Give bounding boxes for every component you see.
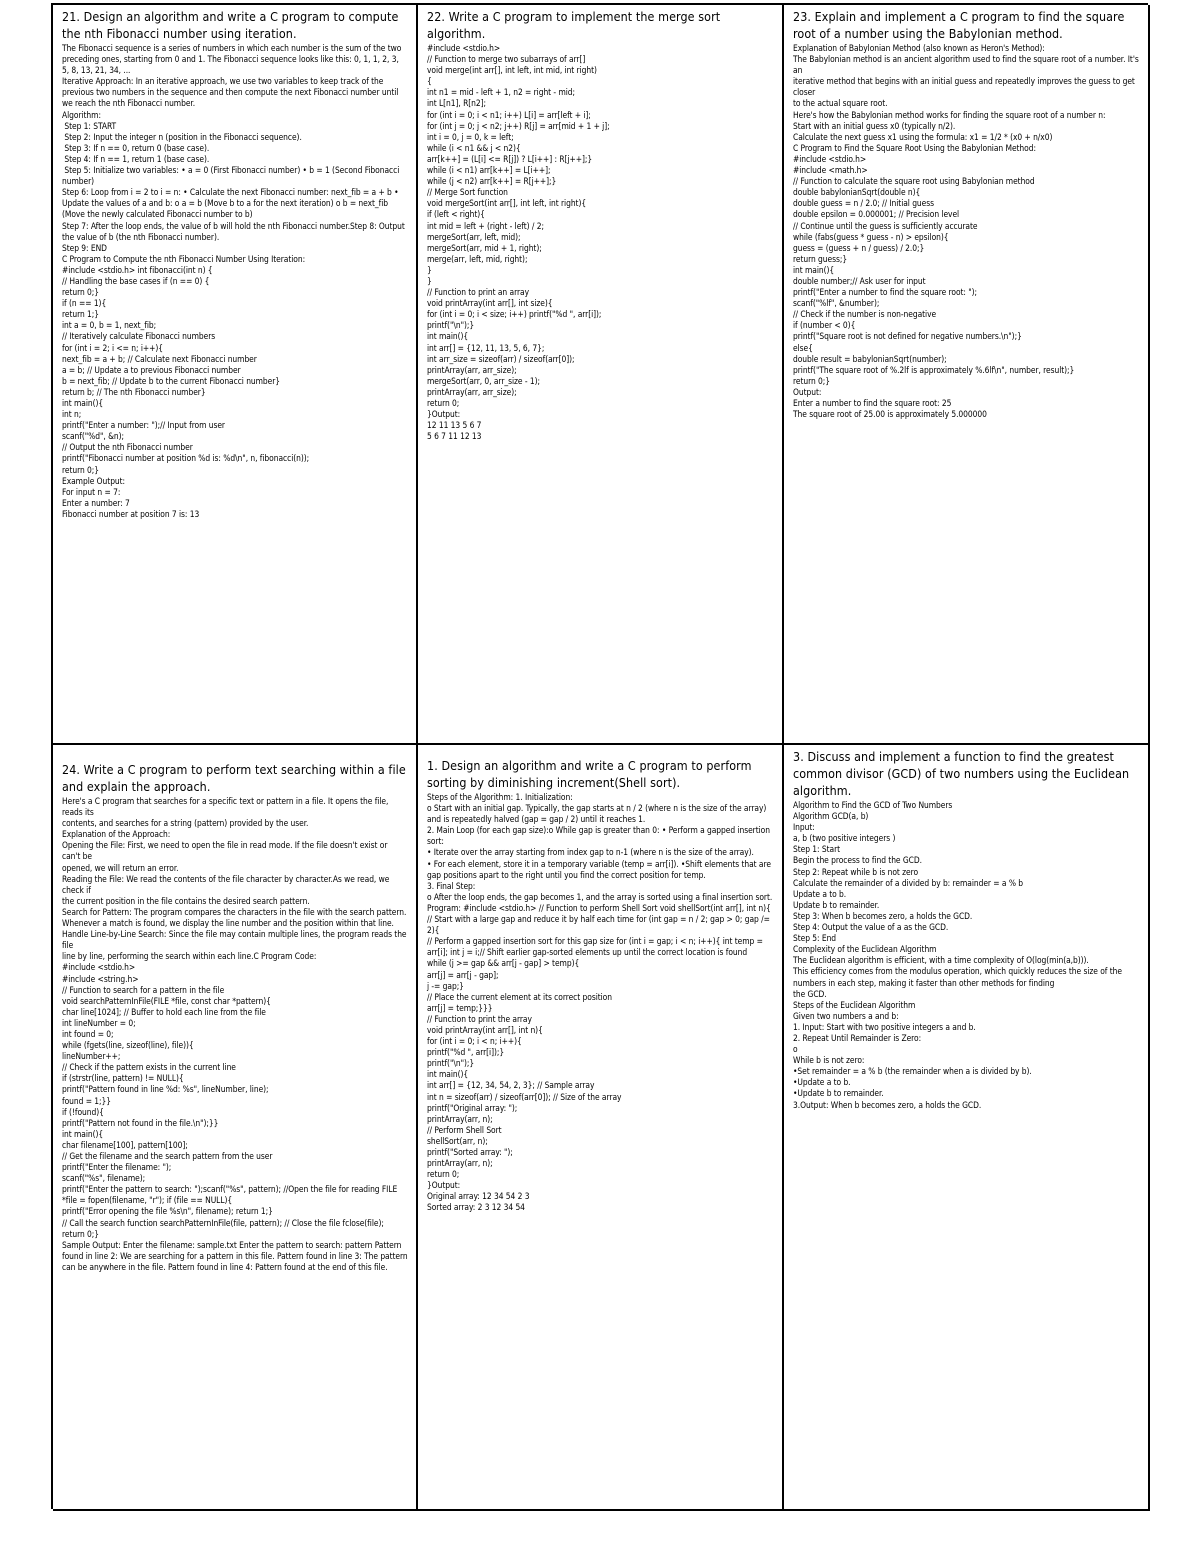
text-line: Step 3: When b becomes zero, a holds the GCD. [793, 910, 973, 921]
text-line: if (strstr(line, pattern) != NULL){ [62, 1073, 184, 1084]
cell-question-22 [418, 5, 784, 745]
text-line: if (number < 0){ [793, 320, 856, 331]
text-line: #include <string.h> [62, 973, 139, 984]
text-line: // Function to search for a pattern in the file [62, 984, 225, 995]
text-line: for (int i = 0; i < n; i++){ [427, 1036, 522, 1047]
text-line: while (j < n2) arr[k++] = R[j++];} [427, 176, 557, 187]
text-line: printArray(arr, n); [427, 1158, 493, 1169]
text-line: 3. Final Step: [427, 880, 476, 891]
text-line: int main(){ [427, 331, 469, 342]
text-line: Algorithm GCD(a, b) [793, 811, 869, 822]
text-line: double number;// Ask user for input [793, 275, 926, 286]
question-title: 22. Write a C program to implement the merge sort algorithm. [427, 9, 721, 41]
text-line: int a = 0, b = 1, next_fib; [62, 320, 157, 331]
text-line: Explanation of Babylonian Method (also known as Heron's Method): [793, 43, 1045, 53]
question-title: 24. Write a C program to perform text searching within a file and explain the approach. [62, 762, 406, 794]
text-line: Step 2: Repeat while b is not zero [793, 866, 919, 877]
text-line: While b is not zero: [793, 1055, 865, 1066]
text-line: // Perform a gapped insertion sort for this gap size for (int i = gap; i < n; i++){ int temp = arr[i]; int j = i;// Shift earlier gap-sorted elements up until the correct location is found [427, 936, 766, 958]
text-line: Complexity of the Euclidean Algorithm [793, 944, 937, 955]
text-line: void mergeSort(int arr[], int left, int right){ [427, 198, 587, 209]
cell-question-23 [784, 5, 1150, 745]
question-title: 21. Design an algorithm and write a C program to compute the nth Fibonacci number using iteration. [62, 9, 399, 41]
text-line: printf("Error opening the file %s\n", filename); return 1;} [62, 1206, 273, 1217]
text-line: // Function to calculate the square root using Babylonian method [793, 176, 1035, 187]
text-line: The Fibonacci sequence is a series of numbers in which each number is the sum of the two preceding ones, starting from 0 and 1. The Fibonacci sequence looks like this: 0, 1, 1, 2, 3, 5, 8, 13, 21, 34, ... [62, 43, 404, 76]
text-line: C Program to Find the Square Root Using the Babylonian Method: [793, 142, 1036, 153]
text-line: Original array: 12 34 54 2 3 [427, 1191, 530, 1202]
text-line: // Check if the pattern exists in the current line [62, 1062, 236, 1073]
text-line: // Function to print an array [427, 287, 529, 298]
text-line: // Get the filename and the search pattern from the user [62, 1151, 273, 1161]
question-body [62, 43, 408, 520]
text-line: printArray(arr, arr_size); [427, 364, 517, 375]
text-line: Algorithm to Find the GCD of Two Numbers [793, 800, 953, 810]
text-line: • Iterate over the array starting from index gap to n-1 (where n is the size of the array). [427, 847, 754, 858]
text-line: line by line, performing the search within each line.C Program Code: [62, 951, 317, 962]
text-line: a = b; // Update a to previous Fibonacci number [62, 364, 241, 375]
text-line: Handle Line-by-Line Search: Since the file may contain multiple lines, the program reads the file [62, 929, 409, 951]
text-line: Example Output: [62, 475, 126, 486]
text-line: merge(arr, left, mid, right); [427, 253, 528, 264]
text-line: Here's a C program that searches for a specific text or pattern in a file. It opens the file, reads its [62, 796, 391, 818]
text-line: lineNumber++; [62, 1051, 121, 1062]
text-line: int n1 = mid - left + 1, n2 = right - mid; [427, 87, 576, 98]
text-line: Opening the File: First, we need to open the file in read mode. If the file doesn't exist or can't be [62, 840, 390, 862]
text-line: for (int j = 0; j < n2; j++) R[j] = arr[mid + 1 + j]; [427, 120, 610, 131]
text-line: o After the loop ends, the gap becomes 1, and the array is sorted using a final insertion sort. [427, 891, 773, 902]
text-line: printArray(arr, n); [427, 1113, 493, 1124]
text-line: // Function to merge two subarrays of arr[] [427, 54, 586, 65]
question-title: 1. Design an algorithm and write a C program to perform sorting by diminishing increment(Shell sort). [427, 758, 752, 790]
text-line: return 0; [427, 398, 460, 408]
text-line: int arr_size = sizeof(arr) / sizeof(arr[0]); [427, 353, 575, 364]
text-line: return guess;} [793, 253, 848, 264]
text-line: contents, and searches for a string (pattern) provided by the user. [62, 818, 309, 829]
text-line: Calculate the next guess x1 using the formula: x1 = 1/2 * (x0 + n/x0) [793, 131, 1053, 142]
text-line: // Output the nth Fibonacci number [62, 442, 193, 453]
text-line: int n = sizeof(arr) / sizeof(arr[0]); // Size of the array [427, 1091, 622, 1102]
text-line: printArray(arr, arr_size); [427, 386, 517, 397]
text-line: This efficiency comes from the modulus operation, which quickly reduces the size of the numbers in each step, making it faster than other methods for finding [793, 966, 1125, 988]
text-line: printf("Square root is not defined for negative numbers.\n");} [793, 331, 1022, 342]
text-line: Start with an initial guess x0 (typically n/2). [793, 120, 956, 131]
text-line: b = next_fib; // Update b to the current Fibonacci number} [62, 375, 281, 386]
text-line: int main(){ [62, 398, 104, 408]
text-line: arr[j] = temp;}}} [427, 1002, 493, 1013]
text-line: // Function to print the array [427, 1013, 532, 1024]
text-line: Update a to b. [793, 888, 847, 899]
text-line: else{ [793, 342, 813, 353]
text-line: int L[n1], R[n2]; [427, 98, 487, 109]
question-title: 3. Discuss and implement a function to find the greatest common divisor (GCD) of two numbers using the Euclidean algorithm. [793, 749, 1130, 798]
text-line: Here's how the Babylonian method works for finding the square root of a number n: [793, 109, 1106, 120]
text-line: Step 6: Loop from i = 2 to i = n: • Calculate the next Fibonacci number: next_fib = a + b • Update the values of a and b: o a = b (Move b to a for the next iteration) o b = next_fib (Move the newly calculated Fibonacci number to b) [62, 187, 401, 220]
text-line: a, b (two positive integers ) [793, 833, 896, 844]
cell-question-3 [784, 745, 1150, 1511]
text-line: printf("Enter a number: ");// Input from user [62, 420, 225, 431]
text-line: scanf("%s", filename); [62, 1173, 146, 1184]
question-body [793, 800, 1140, 1111]
text-line: while (i < n1) arr[k++] = L[i++]; [427, 165, 551, 176]
text-line: // Start with a large gap and reduce it by half each time for (int gap = n / 2; gap > 0; gap /= 2){ [427, 914, 773, 936]
text-line: printf("Enter a number to find the square root: "); [793, 287, 978, 298]
text-line: next_fib = a + b; // Calculate next Fibonacci number [62, 353, 257, 364]
cell-question-1 [418, 745, 784, 1511]
text-line: #include <math.h> [793, 165, 868, 176]
text-line: Step 1: START [62, 120, 117, 131]
text-line: printf("The square root of %.2lf is approximately %.6lf\n", number, result);} [793, 364, 1075, 375]
text-line: return 0;} [793, 375, 831, 386]
text-line: Output: [793, 386, 822, 397]
text-line: mergeSort(arr, mid + 1, right); [427, 242, 542, 253]
text-line: for (int i = 0; i < size; i++) printf("%d ", arr[i]); [427, 309, 602, 320]
question-body [427, 43, 774, 442]
text-line: }Output: [427, 1180, 461, 1191]
text-line: •Update b to remainder. [793, 1088, 884, 1099]
text-line: void searchPatternInFile(FILE *file, const char *pattern){ [62, 995, 271, 1006]
text-line: Explanation of the Approach: [62, 829, 171, 840]
text-line: return 0;} [62, 464, 100, 475]
text-line: The Babylonian method is an ancient algorithm used to find the square root of a number. It's an [793, 54, 1142, 76]
text-line: void printArray(int arr[], int n){ [427, 1024, 543, 1035]
text-line: printf("\n");} [427, 1058, 475, 1069]
text-line: •Set remainder = a % b (the remainder when a is divided by b). [793, 1066, 1032, 1077]
text-line: Step 5: End [793, 933, 837, 944]
text-line: Sample Output: Enter the filename: sample.txt Enter the pattern to search: pattern Pattern found in line 2: We are searching for a pattern in this file. Pattern found in line 3: The pattern can be anywhere in the file. Pattern found in line 4: Pattern found at the end of this file. [62, 1239, 410, 1272]
text-line: the current position in the file contains the desired search pattern. [62, 895, 310, 906]
text-line: int main(){ [793, 264, 835, 275]
text-line: Step 3: If n == 0, return 0 (base case). [62, 142, 210, 153]
text-line: Calculate the remainder of a divided by b: remainder = a % b [793, 877, 1024, 888]
text-line: Steps of the Euclidean Algorithm [793, 999, 916, 1010]
text-line: int found = 0; [62, 1028, 114, 1039]
text-line: #include <stdio.h> [62, 962, 136, 973]
text-line: if (n == 1){ [62, 298, 107, 309]
text-line: #include <stdio.h> [427, 43, 501, 53]
text-line: int main(){ [62, 1128, 104, 1139]
text-line: // Check if the number is non-negative [793, 309, 937, 320]
text-line: Search for Pattern: The program compares the characters in the file with the search pattern. [62, 906, 407, 917]
text-line: printf("Enter the filename: "); [62, 1162, 172, 1173]
text-line: Fibonacci number at position 7 is: 13 [62, 508, 200, 519]
text-line: 5 6 7 11 12 13 [427, 431, 482, 442]
text-line: For input n = 7: [62, 486, 121, 497]
question-sheet [51, 3, 1148, 1509]
text-line: o Start with an initial gap. Typically, the gap starts at n / 2 (where n is the size of the array) and is repeatedly halved (gap = gap / 2) until it reaches 1. [427, 803, 769, 825]
text-line: Iterative Approach: In an iterative approach, we use two variables to keep track of the previous two numbers in the sequence and then compute the next Fibonacci number until we reach the nth Fibonacci number. [62, 76, 401, 109]
text-line: double epsilon = 0.000001; // Precision level [793, 209, 960, 220]
text-line: // Place the current element at its correct position [427, 991, 612, 1002]
text-line: { [427, 76, 432, 87]
text-line: C Program to Compute the nth Fibonacci Number Using Iteration: [62, 253, 306, 264]
text-line: int arr[] = {12, 34, 54, 2, 3}; // Sample array [427, 1080, 595, 1091]
text-line: printf("Pattern not found in the file.\n");}} [62, 1117, 219, 1128]
text-line: the GCD. [793, 988, 827, 999]
text-line: scanf("%d", &n); [62, 431, 125, 442]
text-line: } [427, 275, 432, 286]
question-body [793, 43, 1140, 420]
text-line: The square root of 25.00 is approximately 5.000000 [793, 409, 987, 420]
text-line: printf("Original array: "); [427, 1102, 518, 1113]
text-line: The Euclidean algorithm is efficient, with a time complexity of O(log(min(a,b))). [793, 955, 1089, 966]
text-line: Step 1: Start [793, 844, 841, 855]
text-line: to the actual square root. [793, 98, 888, 109]
text-line: printf("Enter the pattern to search: ");scanf("%s", pattern); //Open the file for reading FILE *file = fopen(filename, "r"); if (file == NULL){ [62, 1184, 400, 1206]
text-line: // Iteratively calculate Fibonacci numbers [62, 331, 216, 342]
text-line: Sorted array: 2 3 12 34 54 [427, 1202, 525, 1213]
text-line: // Handling the base cases if (n == 0) { [62, 275, 210, 286]
text-line: return 0; [427, 1169, 460, 1180]
text-line: char line[1024]; // Buffer to hold each line from the file [62, 1006, 266, 1017]
text-line: Step 9: END [62, 242, 107, 253]
text-line: Step 5: Initialize two variables: • a = 0 (First Fibonacci number) • b = 1 (Second Fibonacci number) [62, 165, 402, 187]
text-line: while (fgets(line, sizeof(line), file)){ [62, 1040, 194, 1051]
text-line: }Output: [427, 409, 461, 420]
text-line: char filename[100], pattern[100]; [62, 1139, 188, 1150]
text-line: printf("%d ", arr[i]);} [427, 1047, 505, 1058]
question-title: 23. Explain and implement a C program to find the square root of a number using the Babylonian method. [793, 9, 1125, 41]
text-line: return 1;} [62, 309, 100, 320]
text-line: Step 4: Output the value of a as the GCD. [793, 922, 949, 933]
text-line: printf("Fibonacci number at position %d is: %d\n", n, fibonacci(n)); [62, 453, 310, 464]
text-line: void merge(int arr[], int left, int mid, int right) [427, 65, 597, 76]
text-line: Steps of the Algorithm: 1. Initialization: [427, 792, 573, 802]
text-line: Step 2: Input the integer n (position in the Fibonacci sequence). [62, 131, 302, 142]
text-line: void printArray(int arr[], int size){ [427, 298, 553, 309]
text-line: while (i < n1 && j < n2){ [427, 142, 521, 153]
text-line: 2. Main Loop (for each gap size):o While gap is greater than 0: • Perform a gapped insertion sort: [427, 825, 773, 847]
text-line: int mid = left + (right - left) / 2; [427, 220, 544, 231]
text-line: 2. Repeat Until Remainder is Zero: [793, 1032, 922, 1043]
text-line: for (int i = 2; i <= n; i++){ [62, 342, 164, 353]
text-line: #include <stdio.h> [793, 153, 867, 164]
text-line: return b; // The nth Fibonacci number} [62, 386, 206, 397]
text-line: Enter a number to find the square root: 25 [793, 398, 952, 408]
text-line: 1. Input: Start with two positive integers a and b. [793, 1021, 976, 1032]
text-line: Reading the File: We read the contents of the file character by character.As we read, we check if [62, 873, 392, 895]
text-line: int i = 0, j = 0, k = left; [427, 131, 514, 142]
text-line: Given two numbers a and b: [793, 1010, 899, 1021]
text-line: int main(){ [427, 1069, 469, 1080]
text-line: scanf("%lf", &number); [793, 298, 880, 309]
text-line: • For each element, store it in a temporary variable (temp = arr[i]). •Shift elements that are gap positions apart to the right until you find the correct position for temp. [427, 858, 774, 880]
text-line: •Update a to b. [793, 1077, 851, 1088]
text-line: int arr[] = {12, 11, 13, 5, 6, 7}; [427, 342, 545, 353]
text-line: 12 11 13 5 6 7 [427, 420, 482, 431]
text-line: printf("Sorted array: "); [427, 1147, 513, 1157]
text-line: Whenever a match is found, we display the line number and the position within that line. [62, 918, 394, 929]
text-line: // Merge Sort function [427, 187, 508, 198]
text-line: Enter a number: 7 [62, 497, 130, 508]
text-line: Program: #include <stdio.h> // Function to perform Shell Sort void shellSort(int arr[], int n){ [427, 902, 771, 913]
text-line: mergeSort(arr, 0, arr_size - 1); [427, 375, 540, 386]
cell-question-21 [53, 5, 418, 745]
text-line: // Call the search function searchPatternInFile(file, pattern); // Close the file fclose(file); return 0;} [62, 1217, 387, 1239]
text-line: Algorithm: [62, 109, 101, 120]
text-line: 3.Output: When b becomes zero, a holds the GCD. [793, 1099, 982, 1110]
text-line: Step 7: After the loop ends, the value of b will hold the nth Fibonacci number.Step 8: Output the value of b (the nth Fibonacci number). [62, 220, 408, 242]
text-line: if (left < right){ [427, 209, 485, 220]
cell-question-24 [53, 745, 418, 1511]
text-line: shellSort(arr, n); [427, 1135, 488, 1146]
text-line: o [793, 1044, 798, 1055]
text-line: if (!found){ [62, 1106, 104, 1117]
text-line: Update b to remainder. [793, 899, 880, 910]
text-line: double result = babylonianSqrt(number); [793, 353, 947, 364]
text-line: printf("Pattern found in line %d: %s", lineNumber, line); [62, 1084, 269, 1095]
question-body [62, 796, 408, 1273]
text-line: for (int i = 0; i < n1; i++) L[i] = arr[left + i]; [427, 109, 591, 120]
text-line: // Continue until the guess is sufficiently accurate [793, 220, 978, 231]
text-line: opened, we will return an error. [62, 862, 179, 873]
text-line: } [427, 264, 432, 275]
text-line: printf("\n");} [427, 320, 475, 331]
text-line: // Perform Shell Sort [427, 1124, 502, 1135]
text-line: Step 4: If n == 1, return 1 (base case). [62, 153, 210, 164]
text-line: int lineNumber = 0; [62, 1017, 136, 1028]
text-line: Begin the process to find the GCD. [793, 855, 922, 866]
text-line: int n; [62, 409, 82, 420]
text-line: while (fabs(guess * guess - n) > epsilon){ [793, 231, 949, 242]
text-line: guess = (guess + n / guess) / 2.0;} [793, 242, 925, 253]
text-line: iterative method that begins with an initial guess and repeatedly improves the guess to get closer [793, 76, 1138, 98]
text-line: arr[k++] = (L[i] <= R[j]) ? L[i++] : R[j++];} [427, 153, 593, 164]
text-line: while (j >= gap && arr[j - gap] > temp){ [427, 958, 580, 969]
text-line: Input: [793, 822, 815, 833]
text-line: return 0;} [62, 287, 100, 298]
text-line: mergeSort(arr, left, mid); [427, 231, 521, 242]
text-line: double guess = n / 2.0; // Initial guess [793, 198, 934, 209]
text-line: found = 1;}} [62, 1095, 112, 1106]
text-line: #include <stdio.h> int fibonacci(int n) { [62, 264, 213, 275]
text-line: double babylonianSqrt(double n){ [793, 187, 921, 198]
question-body [427, 792, 774, 1214]
text-line: arr[j] = arr[j - gap]; [427, 969, 499, 980]
text-line: j -= gap;} [427, 980, 464, 991]
